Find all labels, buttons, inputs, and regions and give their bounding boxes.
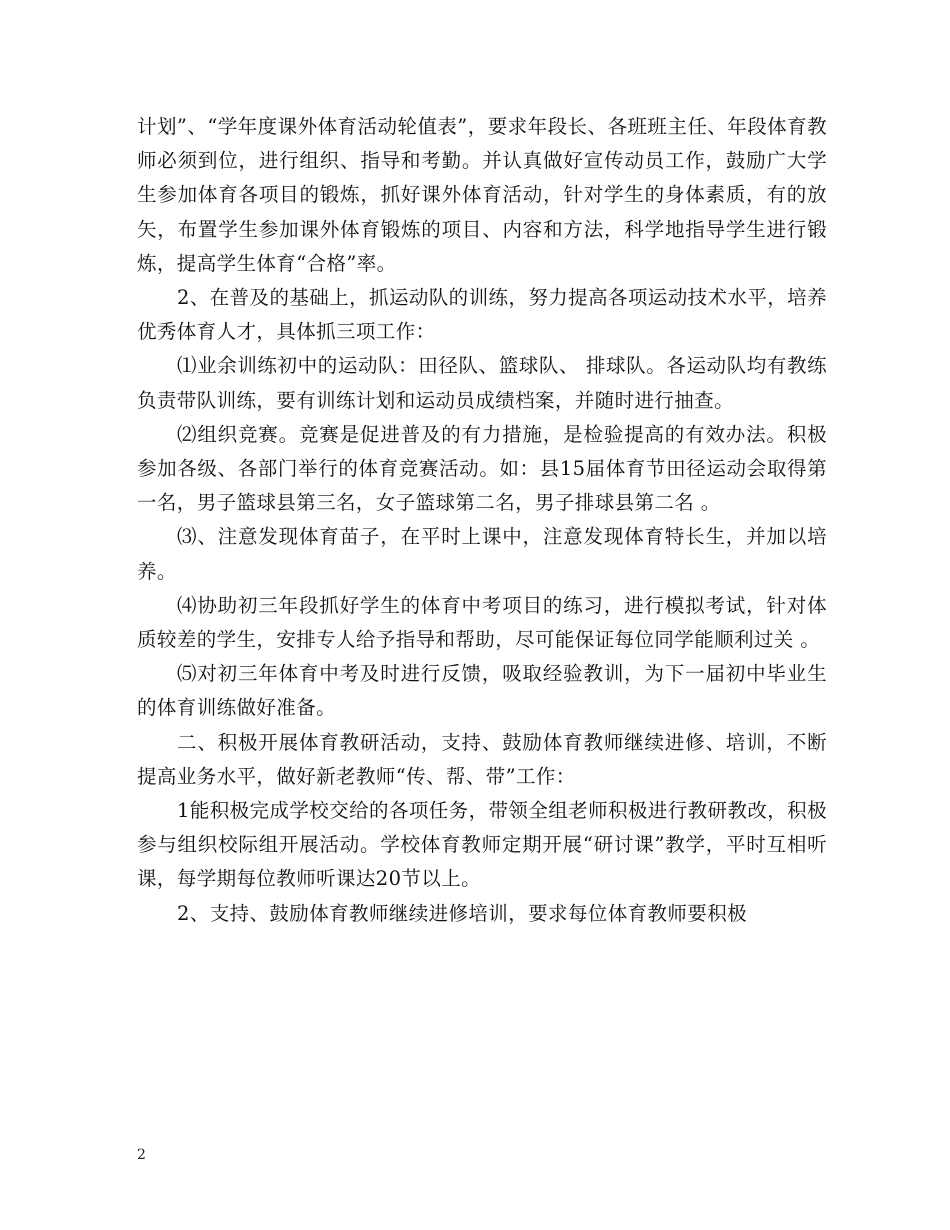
paragraph-10: 2、支持、鼓励体育教师继续进修培训，要求每位体育教师要积极: [177, 901, 748, 925]
paragraph-8: 二、积极开展体育教研活动，支持、鼓励体育教师继续进修、培训，不断提高业务水平，做好新老教师“传、帮、带”工作：: [137, 730, 827, 788]
page-number: 2: [137, 1147, 146, 1163]
paragraph-4: ⑵组织竞赛。竞赛是促进普及的有力措施，是检验提高的有效办法。积极参加各级、各部门举行的体育竞赛活动。如：县15届体育节田径运动会取得第一名，男子篮球县第三名，女子篮球第二名，男子排球县第二名 。: [137, 422, 827, 515]
paragraph-3: ⑴业余训练初中的运动队：田径队、篮球队、 排球队。各运动队均有教练负责带队训练，要有训练计划和运动员成绩档案，并随时进行抽查。: [137, 354, 827, 412]
paragraph-6: ⑷协助初三年段抓好学生的体育中考项目的练习，进行模拟考试，针对体质较差的学生，安排专人给予指导和帮助，尽可能保证每位同学能顺利过关 。: [137, 593, 827, 652]
paragraph-2: 2、在普及的基础上，抓运动队的训练，努力提高各项运动技术水平，培养优秀体育人才，具体抓三项工作：: [137, 286, 827, 344]
paragraph-7: ⑸对初三年体育中考及时进行反馈，吸取经验教训，为下一届初中毕业生的体育训练做好准备。: [137, 662, 827, 720]
paragraph-9: 1能积极完成学校交给的各项任务，带领全组老师积极进行教研教改，积极参与组织校际组开展活动。学校体育教师定期开展“研讨课”教学，平时互相听课，每学期每位教师听课达20节以上。: [137, 799, 827, 891]
paragraph-1: 计划”、“学年度课外体育活动轮值表”，要求年段长、各班班主任、年段体育教师必须到位，进行组织、指导和考勤。并认真做好宣传动员工作，鼓励广大学生参加体育各项目的锻炼，抓好课外体育活动，针对学生的身体素质，有的放矢，布置学生参加课外体育锻炼的项目、内容和方法，科学地指导学生进行锻炼，提高学生体育“合格”率。: [137, 115, 827, 275]
paragraph-5: ⑶、注意发现体育苗子，在平时上课中，注意发现体育特长生，并加以培养。: [137, 525, 827, 583]
document-body: [137, 110, 827, 931]
